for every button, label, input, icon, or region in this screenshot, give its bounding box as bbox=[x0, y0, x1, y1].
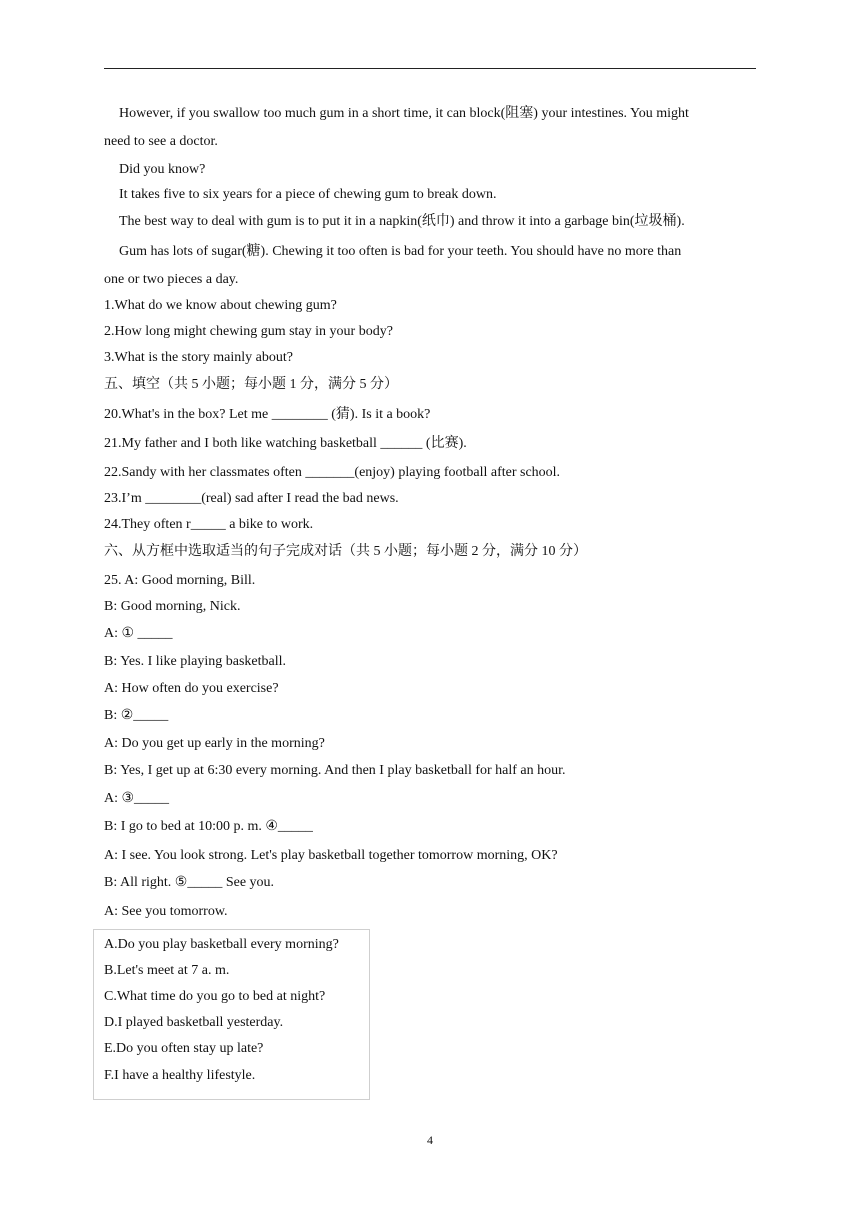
passage-line: However, if you swallow too much gum in a short time, it can block(阻塞) your intestines. You might bbox=[119, 106, 689, 121]
dialogue-line: B: Yes. I like playing basketball. bbox=[104, 654, 286, 669]
options-box bbox=[93, 929, 370, 1100]
dialogue-line: A: I see. You look strong. Let's play basketball together tomorrow morning, OK? bbox=[104, 848, 558, 863]
question: 2.How long might chewing gum stay in your body? bbox=[104, 324, 393, 339]
passage-line: Gum has lots of sugar(糖). Chewing it too often is bad for your teeth. You should have no more than bbox=[119, 244, 682, 259]
question: 1.What do we know about chewing gum? bbox=[104, 298, 337, 313]
fill-blank-item: 23.I’m ________(real) sad after I read the bad news. bbox=[104, 491, 399, 506]
dialogue-line: B: Good morning, Nick. bbox=[104, 599, 241, 614]
fill-blank-item: 21.My father and I both like watching basketball ______ (比赛). bbox=[104, 436, 467, 451]
dialogue-line: A: See you tomorrow. bbox=[104, 904, 228, 919]
fill-blank-item: 20.What's in the box? Let me ________ (猜). Is it a book? bbox=[104, 407, 431, 422]
question: 3.What is the story mainly about? bbox=[104, 350, 293, 365]
passage-line: one or two pieces a day. bbox=[104, 272, 239, 287]
option-item: C.What time do you go to bed at night? bbox=[104, 989, 326, 1004]
passage-line: The best way to deal with gum is to put it in a napkin(纸巾) and throw it into a garbage bin(垃圾桶). bbox=[119, 214, 685, 229]
section-heading: 六、从方框中选取适当的句子完成对话（共 5 小题；每小题 2 分，满分 10 分） bbox=[104, 544, 587, 559]
dialogue-line: A: ① _____ bbox=[104, 626, 173, 641]
page-number: 4 bbox=[427, 1133, 433, 1147]
header-rule bbox=[104, 68, 756, 69]
dialogue-line: A: How often do you exercise? bbox=[104, 681, 279, 696]
dialogue-line: 25. A: Good morning, Bill. bbox=[104, 573, 256, 588]
option-item: A.Do you play basketball every morning? bbox=[104, 937, 339, 952]
passage-line: It takes five to six years for a piece of chewing gum to break down. bbox=[119, 187, 497, 202]
dialogue-line: B: I go to bed at 10:00 p. m. ④_____ bbox=[104, 819, 313, 834]
dialogue-line: A: Do you get up early in the morning? bbox=[104, 736, 325, 751]
fill-blank-item: 24.They often r_____ a bike to work. bbox=[104, 517, 314, 532]
passage-line: need to see a doctor. bbox=[104, 134, 218, 149]
option-item: B.Let's meet at 7 a. m. bbox=[104, 963, 230, 978]
dialogue-line: A: ③_____ bbox=[104, 791, 170, 806]
dialogue-line: B: All right. ⑤_____ See you. bbox=[104, 875, 275, 890]
passage-line: Did you know? bbox=[119, 162, 206, 177]
dialogue-line: B: Yes, I get up at 6:30 every morning. And then I play basketball for half an hour. bbox=[104, 763, 566, 778]
fill-blank-item: 22.Sandy with her classmates often _______(enjoy) playing football after school. bbox=[104, 465, 561, 480]
section-heading: 五、填空（共 5 小题；每小题 1 分，满分 5 分） bbox=[104, 377, 398, 392]
option-item: D.I played basketball yesterday. bbox=[104, 1015, 284, 1030]
option-item: E.Do you often stay up late? bbox=[104, 1041, 264, 1056]
option-item: F.I have a healthy lifestyle. bbox=[104, 1068, 256, 1083]
dialogue-line: B: ②_____ bbox=[104, 708, 169, 723]
